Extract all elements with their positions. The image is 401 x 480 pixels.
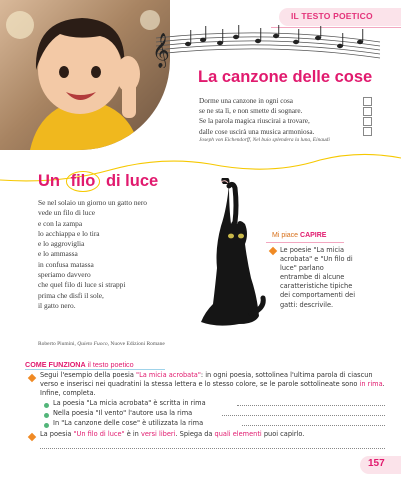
exercise-emphasis: versi liberi bbox=[140, 430, 176, 438]
exercise-title bbox=[25, 360, 134, 369]
round-bullet-icon bbox=[44, 423, 49, 428]
exercise-emphasis: in rima bbox=[359, 380, 383, 389]
exercise-text: puoi capirlo. bbox=[261, 430, 305, 438]
rhyme-checkbox[interactable] bbox=[363, 127, 372, 136]
exercise-divider bbox=[25, 369, 165, 370]
exercise-text: La poesia bbox=[40, 430, 74, 438]
sidebar-title bbox=[272, 232, 326, 239]
poem2-author-publisher: , Nuove Edizioni Romane bbox=[107, 341, 165, 347]
sidebar-text: Le poesie "La micia acrobata" e "Un filo di luce" parlano entrambe di alcune caratteristiche tipiche dei comportamenti dei gatti: descrivile. bbox=[280, 246, 356, 309]
answer-field[interactable] bbox=[242, 419, 385, 429]
exercise-text: Segui l'esempio della poesia bbox=[40, 371, 137, 379]
exercise-text: è in bbox=[124, 430, 141, 438]
diamond-bullet-icon bbox=[28, 433, 36, 441]
exercise-item-text: In "La canzone delle cose" è utilizzata la rima bbox=[53, 419, 204, 427]
poem2-line: prima che disfi il sole, bbox=[38, 290, 104, 300]
round-bullet-icon bbox=[44, 413, 49, 418]
rhyme-checkbox[interactable] bbox=[363, 107, 372, 116]
poem1-text bbox=[199, 96, 314, 137]
exercise-item bbox=[53, 419, 203, 428]
poem2-title-highlight: filo bbox=[66, 171, 101, 192]
exercise-emphasis: "La micia acrobata" bbox=[136, 371, 201, 379]
poem2-line: lo acchiappa e lo tira bbox=[38, 228, 100, 238]
poem1-line: se ne sta lì, e non smette di sognare. bbox=[199, 107, 303, 116]
exercise-item-text: Nella poesia "Il vento" l'autore usa la rima bbox=[53, 409, 193, 417]
sidebar-title-bold: CAPIRE bbox=[300, 232, 327, 239]
rhyme-checkbox[interactable] bbox=[363, 117, 372, 126]
poem2-line: il gatto nero. bbox=[38, 300, 76, 310]
sidebar-title-pre: Mi piace bbox=[272, 232, 299, 239]
poem2-author-book: Quieto Fuoco bbox=[77, 341, 108, 347]
exercise-paragraph-2 bbox=[40, 430, 304, 439]
svg-text:𝄞: 𝄞 bbox=[152, 33, 170, 68]
poem2-line: vede un filo di luce bbox=[38, 208, 96, 218]
exercise-text: . Spiega da bbox=[175, 430, 215, 438]
poem2-line: e lo ammassa bbox=[38, 249, 78, 259]
exercise-item bbox=[53, 399, 206, 408]
section-label-text: IL TESTO POETICO bbox=[291, 11, 373, 21]
poem2-author bbox=[38, 341, 165, 347]
diamond-bullet-icon bbox=[28, 374, 36, 382]
exercise-title-bold: COME FUNZIONA bbox=[25, 360, 86, 369]
page-number: 157 bbox=[368, 458, 385, 469]
poem2-line: e lo aggroviglia bbox=[38, 239, 85, 249]
poem1-line: Dorme una canzone in ogni cosa bbox=[199, 97, 294, 105]
poem1-line: Se la parola magica riuscirai a trovare, bbox=[199, 117, 310, 126]
poem2-line: in confusa matassa bbox=[38, 259, 94, 269]
child-illustration bbox=[0, 0, 170, 150]
round-bullet-icon bbox=[44, 403, 49, 408]
answer-line[interactable] bbox=[40, 447, 385, 449]
black-cat-image bbox=[195, 178, 267, 328]
poem2-line: che quel filo di luce si strappi bbox=[38, 280, 126, 290]
poem2-author-name: Roberto Piumini, bbox=[38, 341, 76, 347]
poem1-author: Joseph von Eichendorff, Nel buio splendera la luna, Einaudi bbox=[199, 137, 330, 143]
exercise-emphasis: "Un filo di luce" bbox=[73, 430, 125, 438]
music-staff-decoration bbox=[148, 24, 388, 68]
poem2-text bbox=[38, 198, 147, 311]
poem2-line: e con la zampa bbox=[38, 218, 83, 228]
poem1-title: La canzone delle cose bbox=[198, 68, 373, 86]
poem1-line: dalle cose uscirà una musica armoniosa. bbox=[199, 127, 315, 136]
rhyme-checkbox[interactable] bbox=[363, 97, 372, 106]
poem2-title-post: di luce bbox=[105, 172, 159, 190]
poem2-line: Se nel solaio un giorno un gatto nero bbox=[38, 198, 147, 207]
poem2-line: speriamo davvero bbox=[38, 270, 91, 280]
sidebar-divider bbox=[266, 242, 344, 243]
poem2-title-pre: Un bbox=[38, 172, 60, 190]
poem2-title bbox=[38, 171, 158, 192]
answer-field[interactable] bbox=[222, 409, 385, 419]
exercise-text: : in ogni poesia, sottolinea l'ultima parola di ciascun verso e inserisci nei quadratini la stessa lettera e lo stesso colore, se le parole sottolineate sono bbox=[40, 371, 373, 389]
exercise-item bbox=[53, 409, 192, 418]
exercise-item-text: La poesia "La micia acrobata" è scritta in rima bbox=[53, 399, 206, 407]
exercise-emphasis: quali elementi bbox=[214, 430, 262, 438]
child-photo bbox=[0, 0, 170, 150]
exercise-paragraph-1 bbox=[40, 371, 390, 399]
answer-field[interactable] bbox=[237, 399, 385, 409]
exercise-title-rest: il testo poetico bbox=[85, 360, 134, 369]
diamond-bullet-icon bbox=[269, 247, 277, 255]
exercise-text: . Infine, completa. bbox=[40, 380, 385, 398]
